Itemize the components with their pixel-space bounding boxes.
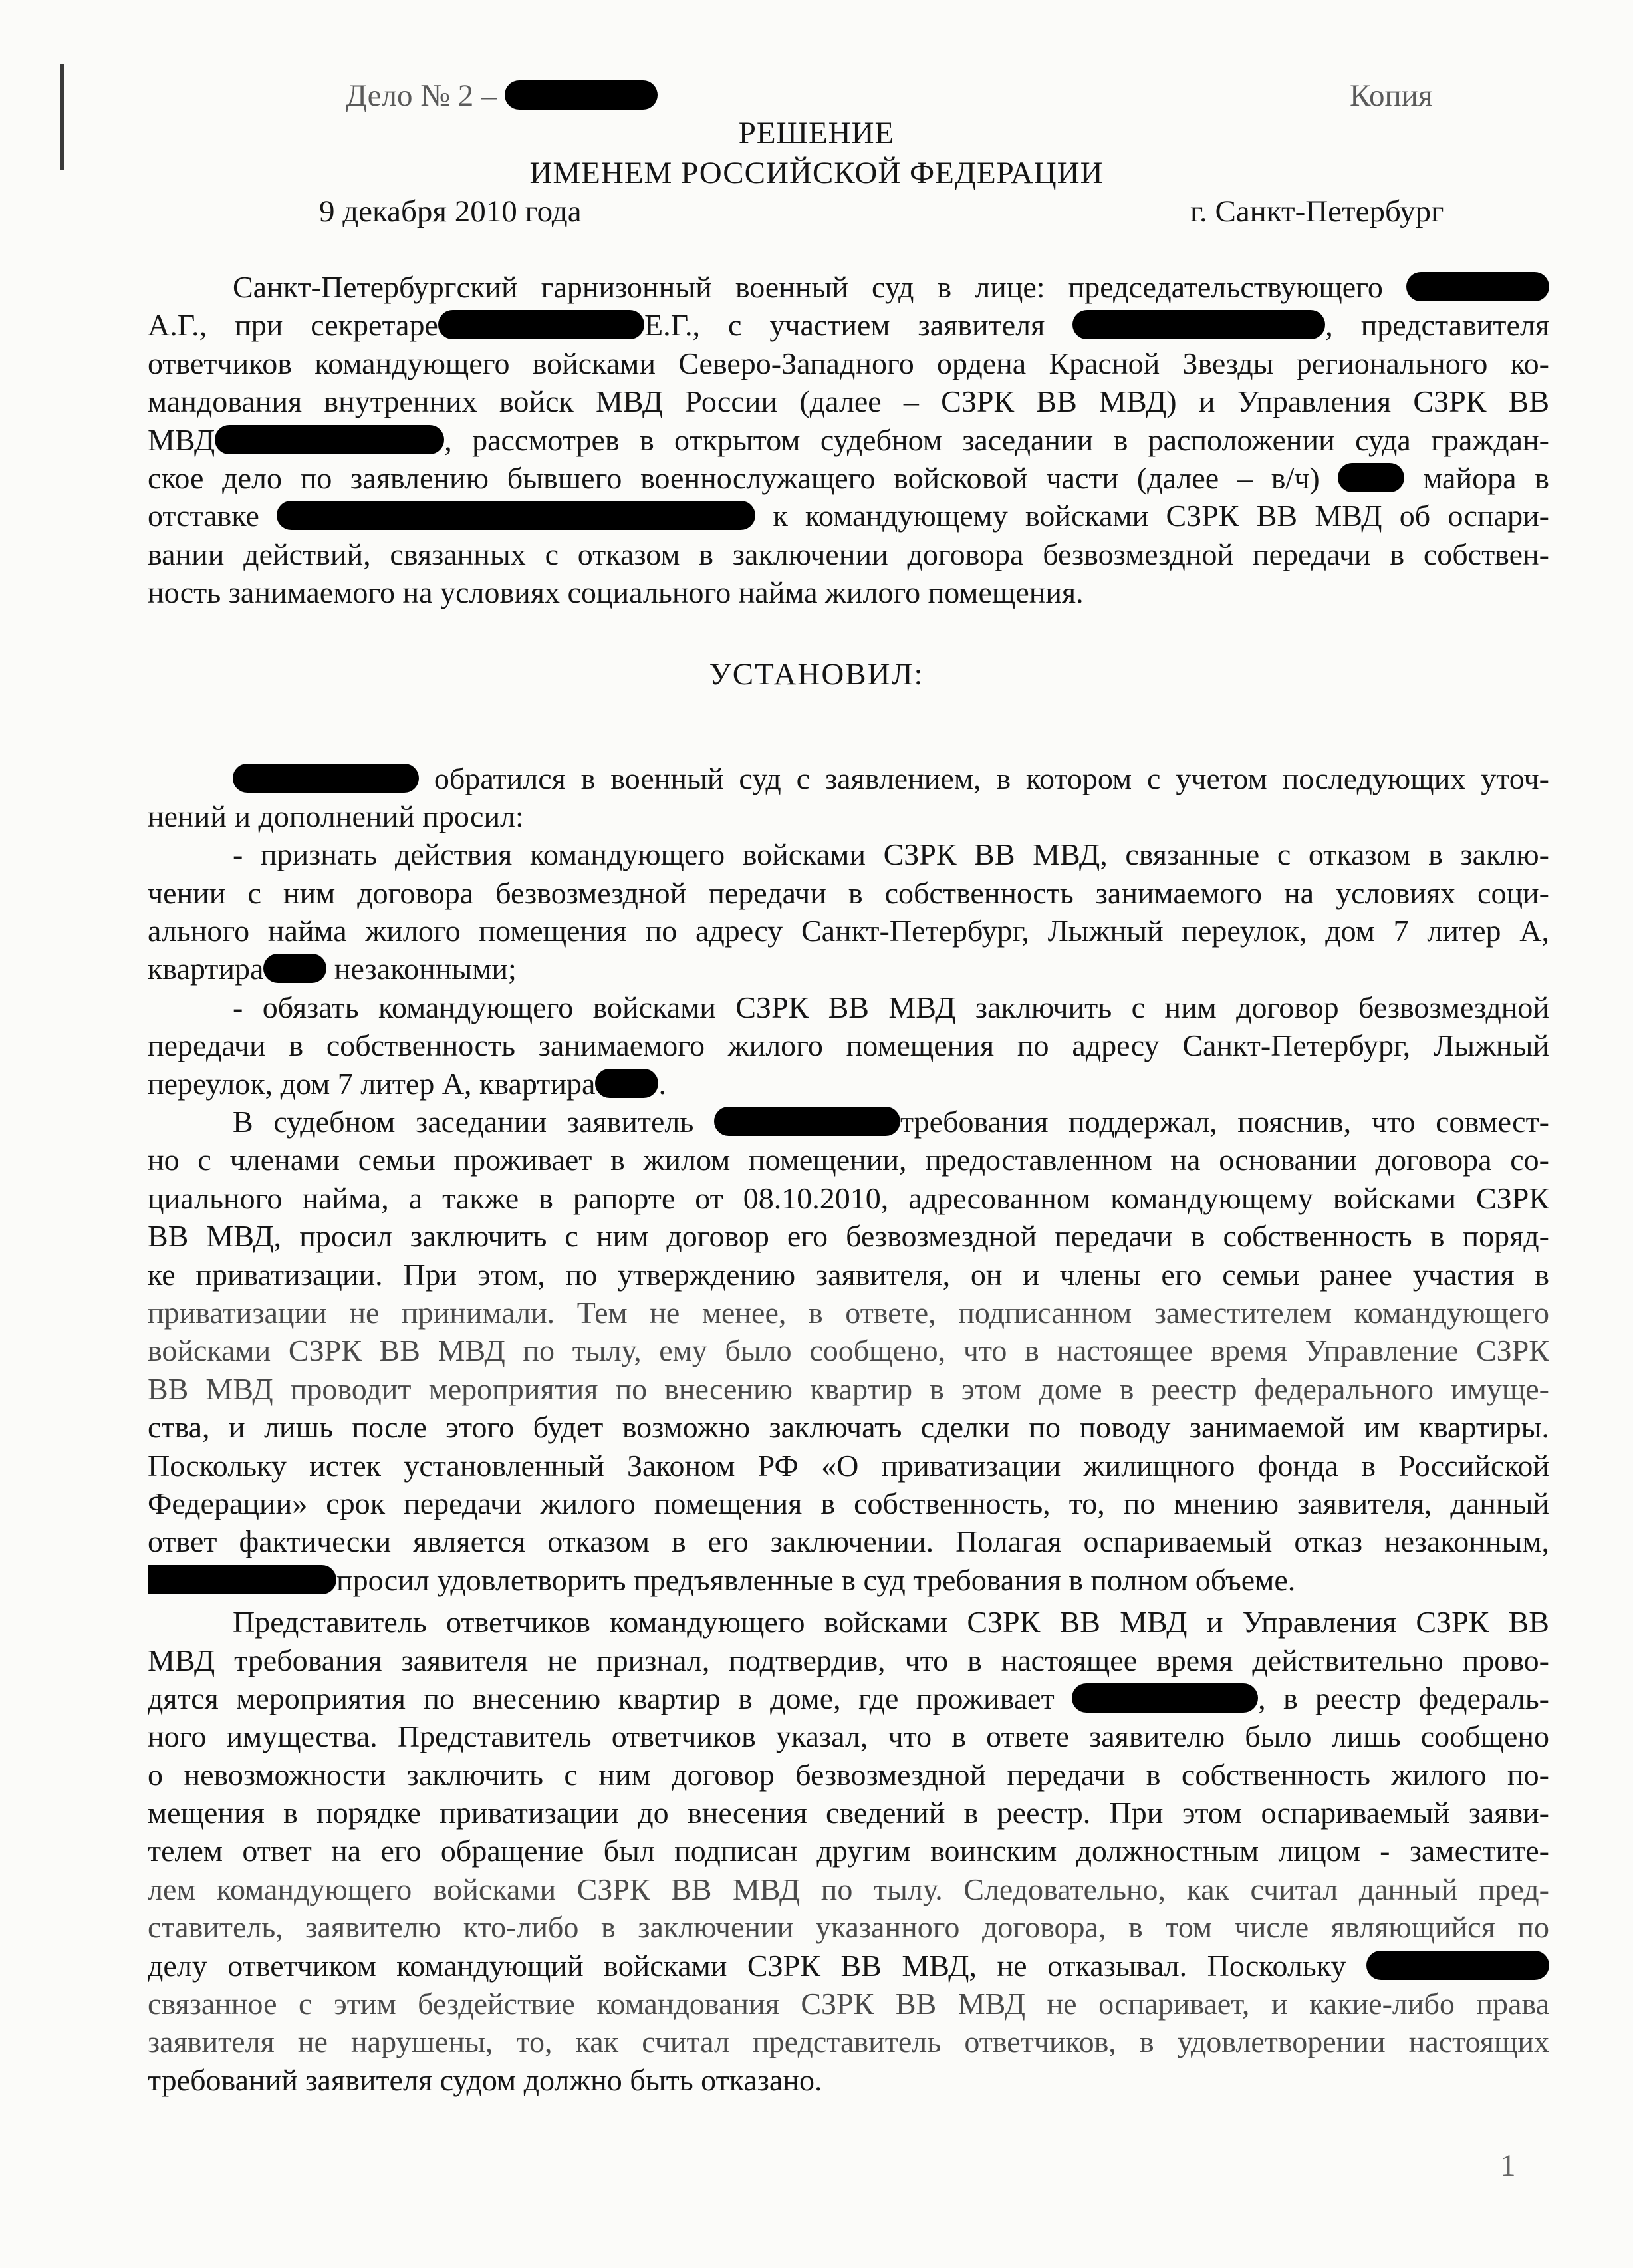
- paragraph-line: Федерации» срок передачи жилого помещения в собственность, то, по мнению заявителя, данный: [148, 1486, 1549, 1520]
- paragraph-line: отставке к командующему войсками СЗРК ВВ МВД об оспари-: [148, 499, 1549, 533]
- paragraph-line: приватизации не принимали. Тем не менее, в ответе, подписанном заместителем командующего: [148, 1295, 1549, 1330]
- redaction-box: [714, 1107, 900, 1136]
- page-number: 1: [1500, 2148, 1516, 2183]
- paragraph-line: заявителя не нарушены, то, как считал представитель ответчиков, в удовлетворении настоящих: [148, 2025, 1549, 2059]
- redaction-box: [595, 1069, 658, 1098]
- paragraph-line: ства, и лишь после этого будет возможно заключать сделки по поводу занимаемой им квартиры.: [148, 1410, 1549, 1445]
- paragraph-line: нений и дополнений просил:: [148, 799, 524, 833]
- paragraph-line: делу ответчиком командующий войсками СЗРК ВВ МВД, не отказывал. Поскольку: [148, 1947, 1549, 1985]
- document-city: г. Санкт-Петербург: [1190, 194, 1444, 229]
- redaction-box: [1406, 272, 1549, 301]
- document-body: [148, 268, 1549, 2099]
- paragraph-line: В судебном заседании заявитель требования поддержал, пояснив, что совмест-: [233, 1105, 1549, 1139]
- paragraph-line: А.Г., при секретаре Е.Г., с участием заявителя , представителя: [148, 308, 1549, 343]
- redaction-box: [233, 764, 419, 793]
- redaction-box: [263, 954, 326, 983]
- document-title: РЕШЕНИЕ: [738, 116, 895, 150]
- case-number: Дело № 2 –: [346, 77, 658, 114]
- redaction-box: [505, 80, 658, 110]
- paragraph-line: ставитель, заявителю кто-либо в заключении указанного договора, в том числе являющийся по: [148, 1910, 1549, 1945]
- paragraph-line: передачи в собственность занимаемого жилого помещения по адресу Санкт-Петербург, Лыжный: [148, 1028, 1549, 1063]
- redaction-box: [148, 1565, 336, 1594]
- paragraph-line: ность занимаемого на условиях социального найма жилого помещения.: [148, 575, 1084, 610]
- paragraph-line: мещения в порядке приватизации до внесения сведений в реестр. При этом оспариваемый заяви-: [148, 1796, 1549, 1830]
- paragraph-line: - обязать командующего войсками СЗРК ВВ МВД заключить с ним договор безвозмездной: [233, 990, 1549, 1024]
- paragraph-line: Представитель ответчиков командующего войсками СЗРК ВВ МВД и Управления СЗРК ВВ: [233, 1605, 1549, 1639]
- paragraph-line: войсками СЗРК ВВ МВД по тылу, ему было сообщено, что в настоящее время Управление СЗРК: [148, 1334, 1549, 1368]
- redaction-box: [1072, 310, 1325, 339]
- paragraph-line: квартира незаконными;: [148, 952, 517, 986]
- paragraph-line: требований заявителя судом должно быть отказано.: [148, 2062, 822, 2097]
- paragraph-line: ответ фактически является отказом в его заключении. Полагая оспариваемый отказ незаконным,: [148, 1524, 1549, 1559]
- paragraph-line: МВД , рассмотрев в открытом судебном заседании в расположении суда граждан-: [148, 422, 1549, 457]
- document-subtitle: ИМЕНЕМ РОССИЙСКОЙ ФЕДЕРАЦИИ: [529, 156, 1104, 190]
- paragraph-line: ке приватизации. При этом, по утверждению заявителя, он и члены его семьи ранее участия в: [148, 1257, 1549, 1292]
- paragraph-line: обратился в военный суд с заявлением, в котором с учетом последующих уточ-: [148, 760, 1549, 797]
- paragraph-line: МВД требования заявителя не признал, подтвердив, что в настоящее время действительно прово-: [148, 1643, 1549, 1677]
- paragraph-line: дятся мероприятия по внесению квартир в доме, где проживает , в реестр федераль-: [148, 1681, 1549, 1715]
- paragraph-line: ного имущества. Представитель ответчиков указал, что в ответе заявителю было лишь сообщено: [148, 1719, 1549, 1754]
- redaction-box: [277, 501, 755, 530]
- paragraph-line: ВВ МВД проводит мероприятия по внесению квартир в этом доме в реестр федерального имуще-: [148, 1371, 1549, 1406]
- paragraph-line: переулок, дом 7 литер А, квартира .: [148, 1066, 666, 1101]
- paragraph-line: - признать действия командующего войсками СЗРК ВВ МВД, связанные с отказом в заклю-: [233, 837, 1549, 872]
- paragraph-line: Поскольку истек установленный Законом РФ «О приватизации жилищного фонда в Российской: [148, 1448, 1549, 1483]
- paragraph-line: мандования внутренних войск МВД России (далее – СЗРК ВВ МВД) и Управления СЗРК ВВ: [148, 384, 1549, 419]
- paragraph-line: Санкт-Петербургский гарнизонный военный суд в лице: председательствующего: [148, 268, 1549, 306]
- redaction-box: [438, 310, 644, 339]
- paragraph-line: просил удовлетворить предъявленные в суд требования в полном объеме.: [148, 1561, 1549, 1599]
- document-date: 9 декабря 2010 года: [319, 194, 582, 229]
- paragraph-line: ответчиков командующего войсками Северо-Западного ордена Красной Звезды регионального ко-: [148, 346, 1549, 380]
- redaction-box: [1338, 463, 1404, 492]
- paragraph-line: чении с ним договора безвозмездной передачи в собственность занимаемого на условиях соци-: [148, 875, 1549, 910]
- redaction-box: [1366, 1951, 1549, 1980]
- paragraph-line: о невозможности заключить с ним договор безвозмездной передачи в собственность жилого по-: [148, 1757, 1549, 1792]
- paragraph-line: ское дело по заявлению бывшего военнослужащего войсковой части (далее – в/ч) майора в: [148, 460, 1549, 495]
- paragraph-line: ВВ МВД, просил заключить с ним договор его безвозмездной передачи в собственность в поряд-: [148, 1219, 1549, 1254]
- paragraph-line: но с членами семьи проживает в жилом помещении, предоставленном на основании договора со-: [148, 1143, 1549, 1177]
- redaction-box: [1072, 1683, 1258, 1713]
- redaction-box: [215, 425, 444, 454]
- paragraph-line: связанное с этим бездействие командования СЗРК ВВ МВД не оспаривает, и какие-либо права: [148, 1987, 1549, 2021]
- paragraph-line: вании действий, связанных с отказом в заключении договора безвозмездной передачи в собствен-: [148, 537, 1549, 571]
- paragraph-line: ального найма жилого помещения по адресу Санкт-Петербург, Лыжный переулок, дом 7 литер А,: [148, 914, 1549, 948]
- copy-label: Копия: [1350, 78, 1433, 113]
- paragraph-line: лем командующего войсками СЗРК ВВ МВД по тылу. Следовательно, как считал данный пред-: [148, 1872, 1549, 1906]
- section-heading: УСТАНОВИЛ:: [709, 657, 924, 692]
- paragraph-line: телем ответ на его обращение был подписан другим воинским должностным лицом - заместите-: [148, 1834, 1549, 1868]
- paragraph-line: циального найма, а также в рапорте от 08.10.2010, адресованном командующему войсками СЗРК: [148, 1181, 1549, 1215]
